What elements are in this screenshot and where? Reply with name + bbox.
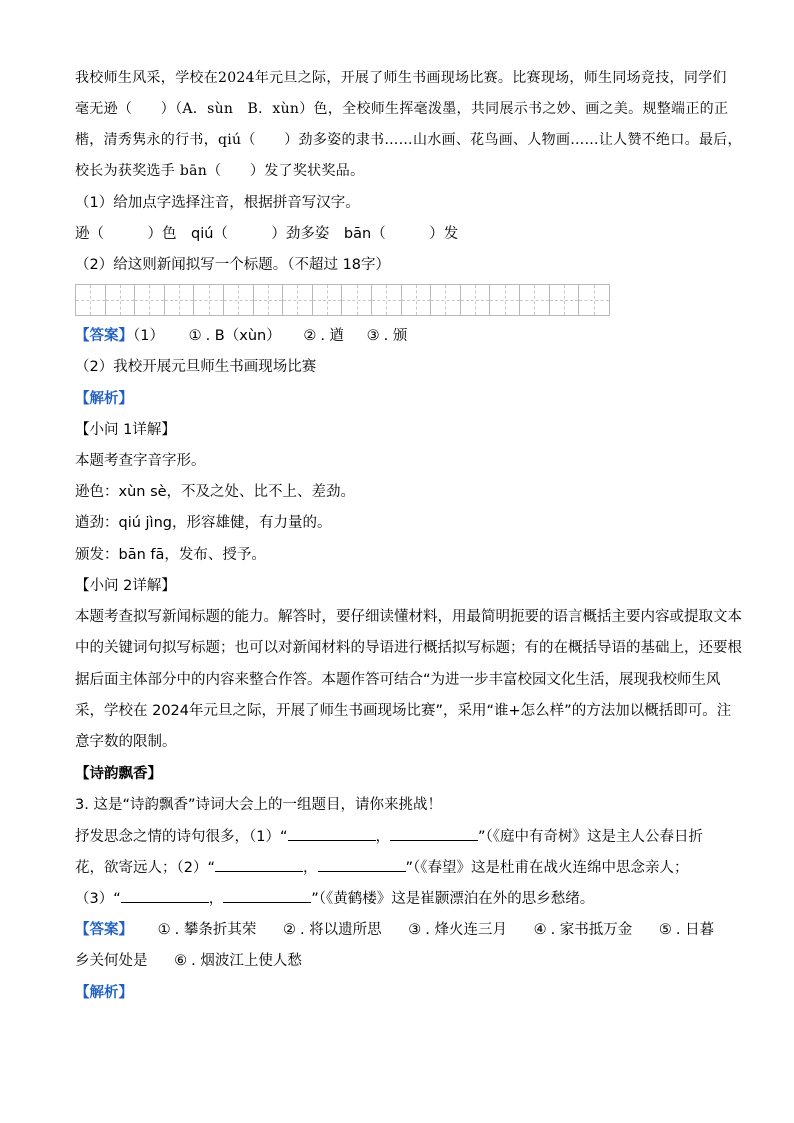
answer-label: 【答案】 bbox=[75, 922, 133, 938]
grid-cell[interactable] bbox=[579, 285, 609, 315]
q3-text: 抒发思念之情的诗句很多，（1）“ bbox=[75, 829, 288, 845]
answer-label: 【答案】 bbox=[75, 328, 133, 344]
answer-item-num: ① bbox=[157, 922, 171, 938]
grid-cell[interactable] bbox=[490, 285, 520, 315]
answer-item-text: . 日暮 bbox=[675, 922, 715, 938]
answer-3-items bbox=[138, 920, 715, 940]
analysis-text: 遒劲：qiú jìng，形容雄健，有力量的。 bbox=[75, 515, 332, 531]
blank-field[interactable] bbox=[215, 857, 303, 872]
grid-cell[interactable] bbox=[135, 285, 165, 315]
q3-text: ”（《春望》这是杜甫在战火连绵中思念亲人； bbox=[405, 860, 689, 876]
q3-text: ， bbox=[375, 829, 390, 845]
blank-field[interactable] bbox=[288, 826, 376, 841]
grid-cell[interactable] bbox=[520, 285, 550, 315]
answer-part-1: （1） bbox=[133, 328, 164, 344]
grid-cell[interactable] bbox=[550, 285, 580, 315]
q3-text: 花，欲寄远人；（2）“ bbox=[75, 860, 215, 876]
answer-item-text: . 家书抵万金 bbox=[550, 922, 633, 938]
q3-text: ， bbox=[208, 891, 224, 907]
q3-text: （3）“ bbox=[75, 891, 121, 907]
sub-question-1-title: 【小问 1详解】 bbox=[75, 422, 176, 438]
grid-cell[interactable] bbox=[283, 285, 313, 315]
answer-item-text: . 烟波江上使人愁 bbox=[191, 953, 302, 969]
grid-cell[interactable] bbox=[106, 285, 136, 315]
answer-item-text: . B（xùn） bbox=[205, 328, 281, 344]
passage-line-4: 校长为获奖选手 bān（ ）发了奖状奖品。 bbox=[75, 163, 365, 179]
grid-cell[interactable] bbox=[254, 285, 284, 315]
answer-item-num: ① bbox=[188, 328, 202, 344]
passage-line-1: 我校师生风采，学校在2024年元旦之际，开展了师生书画现场比赛。比赛现场，师生同场竞技，同学们 bbox=[75, 70, 727, 86]
answer-item-num: ④ bbox=[533, 922, 547, 938]
question-3-line-3 bbox=[75, 888, 594, 909]
answer-item-num: ② bbox=[282, 922, 296, 938]
question-1-prompt: （1）给加点字选择注音，根据拼音写汉字。 bbox=[75, 195, 360, 211]
blank-field[interactable] bbox=[318, 857, 406, 872]
answer-item-text: . 遒 bbox=[320, 328, 345, 344]
answer-item-text: . 颁 bbox=[383, 328, 408, 344]
analysis-text: 据后面主体部分中的内容来整合作答。本题作答可结合“为进一步丰富校园文化生活，展现我校师生风 bbox=[75, 672, 721, 688]
analysis-label: 【解析】 bbox=[75, 985, 133, 1001]
analysis-text: 逊色：xùn sè，不及之处、比不上、差劲。 bbox=[75, 484, 356, 500]
answer-part-2: （2）我校开展元旦师生书画现场比赛 bbox=[75, 359, 317, 375]
answer-item-text: . 将以遗所思 bbox=[299, 922, 382, 938]
grid-cell[interactable] bbox=[194, 285, 224, 315]
blank-field[interactable] bbox=[390, 826, 478, 841]
answer-1-items bbox=[169, 326, 408, 346]
answer-1-row bbox=[75, 326, 407, 346]
grid-cell[interactable] bbox=[165, 285, 195, 315]
analysis-text: 本题考查字音字形。 bbox=[75, 453, 206, 469]
analysis-text: 中的关键词句拟写标题；也可以对新闻材料的导语进行概括拟写标题；有的在概括导语的基础上，还要根 bbox=[75, 640, 742, 656]
grid-cell[interactable] bbox=[431, 285, 461, 315]
grid-cell[interactable] bbox=[372, 285, 402, 315]
analysis-text: 采，学校在 2024年元旦之际，开展了师生书画现场比赛”，采用“谁+怎么样”的方法加以概括即可。注 bbox=[75, 703, 732, 719]
sub-question-2-title: 【小问 2详解】 bbox=[75, 578, 176, 594]
question-3-line-2 bbox=[75, 857, 689, 878]
q3-text: ”（《庭中有奇树》这是主人公春日折 bbox=[478, 829, 704, 845]
grid-cell[interactable] bbox=[461, 285, 491, 315]
answer-item-text: . 攀条折其荣 bbox=[174, 922, 257, 938]
analysis-text: 颁发：bān fā，发布、授予。 bbox=[75, 547, 266, 563]
grid-cell[interactable] bbox=[224, 285, 254, 315]
section-title: 【诗韵飘香】 bbox=[75, 766, 162, 782]
q3-text: ”（《黄鹤楼》这是崔颢漂泊在外的思乡愁绪。 bbox=[311, 891, 595, 907]
answer-item-text: . 烽火连三月 bbox=[425, 922, 507, 938]
answer-item-num: ③ bbox=[408, 922, 422, 938]
question-2-prompt: （2）给这则新闻拟写一个标题。（不超过 18字） bbox=[75, 257, 391, 273]
grid-cell[interactable] bbox=[76, 285, 106, 315]
title-writing-grid[interactable] bbox=[75, 284, 610, 316]
passage-line-3: 楷，清秀隽永的行书，qiú（ ）劲多姿的隶书……山水画、花鸟画、人物画……让人赞不绝口。最后， bbox=[75, 132, 742, 148]
answer-3-row-2 bbox=[75, 951, 302, 971]
passage-line-2: 毫无逊（ ）（A．sùn B．xùn）色，全校师生挥毫泼墨，共同展示书之妙、画之美。规整端正的正 bbox=[75, 101, 729, 117]
answer-item-text: 乡关何处是 bbox=[75, 953, 148, 969]
analysis-text: 本题考查拟写新闻标题的能力。解答时，要仔细读懂材料，用最简明扼要的语言概括主要内容或提取文本 bbox=[75, 609, 742, 625]
answer-item-num: ⑥ bbox=[174, 953, 188, 969]
blank-field[interactable] bbox=[223, 888, 311, 903]
blank-field[interactable] bbox=[121, 888, 209, 903]
answer-item-num: ② bbox=[303, 328, 317, 344]
analysis-text: 意字数的限制。 bbox=[75, 734, 177, 750]
answer-item-num: ⑤ bbox=[658, 922, 672, 938]
grid-cell[interactable] bbox=[402, 285, 432, 315]
grid-cell[interactable] bbox=[342, 285, 372, 315]
q3-text: ， bbox=[303, 860, 318, 876]
answer-3-row bbox=[75, 920, 714, 940]
analysis-label: 【解析】 bbox=[75, 391, 133, 407]
question-3-stem: 3. 这是“诗韵飘香”诗词大会上的一组题目，请你来挑战！ bbox=[75, 797, 442, 813]
question-3-line-1 bbox=[75, 826, 703, 847]
answer-item-num: ③ bbox=[366, 328, 380, 344]
question-1-fill-in: 逊（ ）色 qiú（ ）劲多姿 bān（ ）发 bbox=[75, 226, 459, 242]
grid-cell[interactable] bbox=[313, 285, 343, 315]
